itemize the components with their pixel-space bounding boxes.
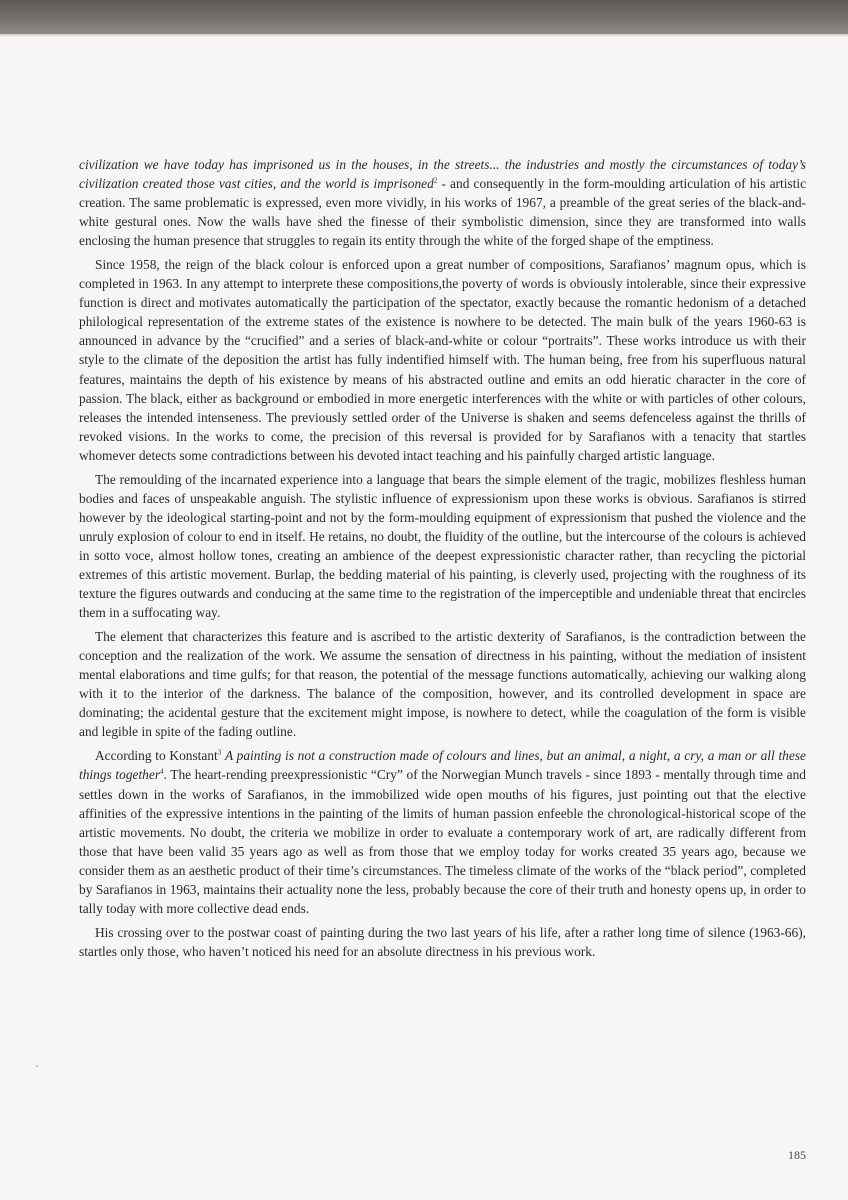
scan-speck [36,1065,38,1067]
scan-edge-shadow [0,0,848,34]
text-run: According to Konstant [95,748,218,764]
footnote-marker: 3 [217,748,222,757]
italic-quote: A painting is not a construction made of colours and lines, but an animal, a night, a cry, a man or all these things together [79,748,806,783]
text-run: Since 1958, the reign of the black colour is enforced upon a great number of compositions, Sarafianos’ magnum opus, which is completed in 1963. In any attempt to interprete these compositions,the poverty of words is obviously intolerable, since their expressive function is direct and motivates automatically the participation of the spectator, exactly because the romantic hedonism of a detached philological representation of the extreme states of the existence is nowhere to be detected. The main bulk of the years 1960-63 is announced in advance by the “crucified” and a series of black-and-white or colour “portraits”. These works introduce us with their style to the climate of the deposition the artist has fully indentified himself with. The human being, free from his superfluous natural features, maintains the depth of his existence by means of his abstracted outline and emits an odd hieratic character in the core of passion. The black, either as background or embodied in more energetic interferences with the white or with particles of other colours, releases the intended intenseness. The previously settled order of the Universe is shaken and seems defenceless against the thrills of revoked visions. In the works to come, the precision of this reversal is provided for by Sarafianos with a tenacity that startles whomever detects some contradictions between his devoted intact teaching and his painfully charged artistic language. [79,257,806,463]
text-run: . The heart-rending preexpressionistic “Cry” of the Norwegian Munch travels - since 1893 - mentally through time and settles down in the works of Sarafianos, in the immobilized wide open mouths of his figures, just pointing out that the elective affinities of the expressive intentions in the painting of the limits of human passion enfeeble the chronological-historical scope of the artistic movements. No doubt, the criteria we mobilize in order to evaluate a contemporary work of art, are radically different from those that have been valid 35 years ago as well as from those that we employ today for works created 35 years ago, because we consider them as an aesthetic product of their time’s circumstances. The timeless climate of the works of the “black period”, completed by Sarafianos in 1963, maintains their actuality none the less, probably because the core of their truth and honesty opens up, in order to tally today with more collective dead ends. [79,767,806,916]
article-body [79,155,806,966]
text-run: - and consequently in the form-moulding articulation of his artistic creation. The same problematic is expressed, even more vividly, in his works of 1967, a preamble of the great series of the black-and-white gestural ones. Now the walls have shed the finesse of their symbolistic dimension, since they are transformed into walls enclosing the human presence that struggles to regain its entity through the white of the forged shape of the emptiness. [79,176,807,249]
paragraph-4 [79,627,806,741]
text-run: The element that characterizes this feature and is ascribed to the artistic dexterity of Sarafianos, is the contradiction between the conception and the realization of the work. We assume the sensation of directness in his painting, without the mediation of insistent mental elaborations and time gulfs; for that reason, the potential of the message functions automatically, achieving our walking along with it to the interior of the darkness. The balance of the composition, however, and its controlled development in space are dominating; the acidental gesture that the excitement might impose, is nowhere to detect, while the coagulation of the form is visible and legible in spite of the fading outline. [79,629,806,740]
footnote-marker: 2 [433,176,438,185]
text-run: His crossing over to the postwar coast of painting during the two last years of his life, after a rather long time of silence (1963-66), startles only those, who haven’t noticed his need for an absolute directness in his previous work. [79,924,806,959]
paragraph-1 [79,155,806,250]
paragraph-2 [79,255,806,465]
page-number: 185 [788,1148,806,1162]
footnote-marker: 4 [160,767,164,776]
text-run: The remoulding of the incarnated experience into a language that bears the simple element of the tragic, mobilizes fleshless human bodies and faces of unspeakable anguish. The stylistic influence of expressionism upon these works is obvious. Sarafianos is stirred however by the ideological starting-point and not by the form-moulding equipment of expressionism that pushed the violence and the unruly explosion of colour to end in itself. He retains, no doubt, the fluidity of the outline, but the intercourse of the colours is achieved in sotto voce, almost hollow tones, creating an ambience of the deepest expressionistic character rather, than recycling the pictorial extremes of this artistic movement. Burlap, the bedding material of his painting, is cleverly used, projecting with the roughness of its texture the figures outwards and conducing at the same time to the registration of the imperceptible and undeniable threat that encircles them in a suffocating way. [79,471,806,621]
italic-quote: civilization we have today has imprisoned us in the houses, in the streets... the industries and mostly the circumstances of today’s civilization created those vast cities, and the world is imprisoned [79,157,806,192]
paragraph-6 [79,923,806,961]
paragraph-5 [79,746,806,917]
paragraph-3 [79,470,806,622]
